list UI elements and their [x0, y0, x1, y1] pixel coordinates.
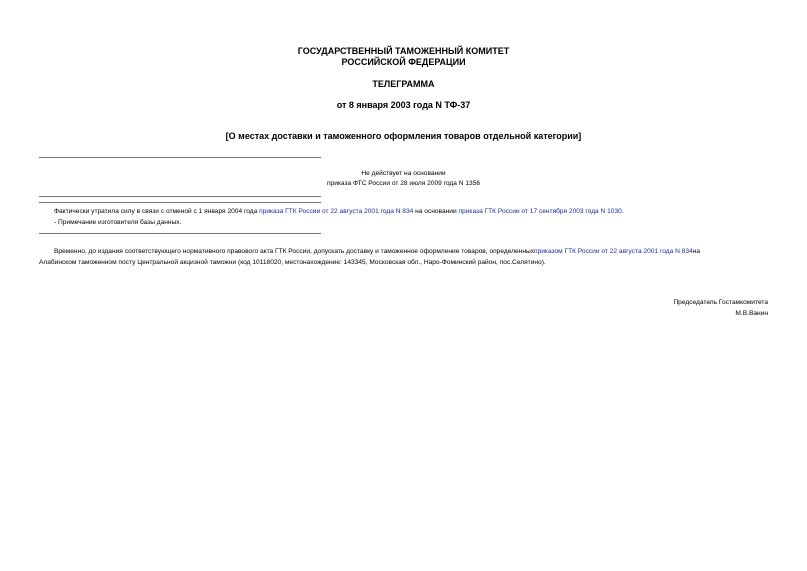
divider — [39, 233, 321, 234]
document-title: [О местах доставки и таможенного оформления товаров отдельной категории] — [225, 131, 582, 141]
divider — [39, 196, 321, 197]
order-834-link[interactable]: приказа ГТК России от 22 августа 2001 года N 834 — [259, 208, 414, 215]
document-type: ТЕЛЕГРАММА — [372, 79, 435, 89]
status-line1: Не действует на основании — [361, 170, 446, 177]
divider — [39, 202, 321, 203]
body-text: Временно, до издания соответствующего нормативного правового акта ГТК России, допускать доставку и таможенное оформление товаров, определенных — [54, 248, 534, 255]
status-line2: приказа ФТС России от 28 июля 2009 года N 1356 — [326, 180, 481, 187]
order-1030-link[interactable]: приказа ГТК России от 17 сентября 2003 года N 1030 — [458, 208, 622, 215]
document-date-number: от 8 января 2003 года N ТФ-37 — [336, 100, 471, 110]
signature-position: Председатель Гостамкомитета — [673, 299, 768, 306]
order-834-body-link[interactable]: приказом ГТК России от 22 августа 2001 года N 834 — [534, 248, 693, 255]
database-remark: - Примечание изготовителя базы данных. — [54, 219, 182, 226]
annotation-text: на основании — [413, 208, 459, 215]
signature-name: М.В.Ванин — [735, 310, 768, 317]
divider — [39, 157, 321, 158]
annotation-text: . — [621, 208, 624, 215]
annotation-note — [54, 207, 624, 216]
body-text: на — [692, 248, 700, 255]
body-paragraph-line1 — [54, 247, 700, 256]
annotation-text: Фактически утратила силу в связи с отменой с 1 января 2004 года — [54, 208, 260, 215]
body-paragraph-line2: Алабинском таможенном посту Центральной акцизной таможни (код 10118020, местонахождение: 143345, Московская обл., Наро-Фоминский район, пос.Селятино). — [39, 259, 546, 266]
org-name-line2: РОССИЙСКОЙ ФЕДЕРАЦИИ — [341, 57, 466, 67]
org-name-line1: ГОСУДАРСТВЕННЫЙ ТАМОЖЕННЫЙ КОМИТЕТ — [297, 46, 510, 56]
